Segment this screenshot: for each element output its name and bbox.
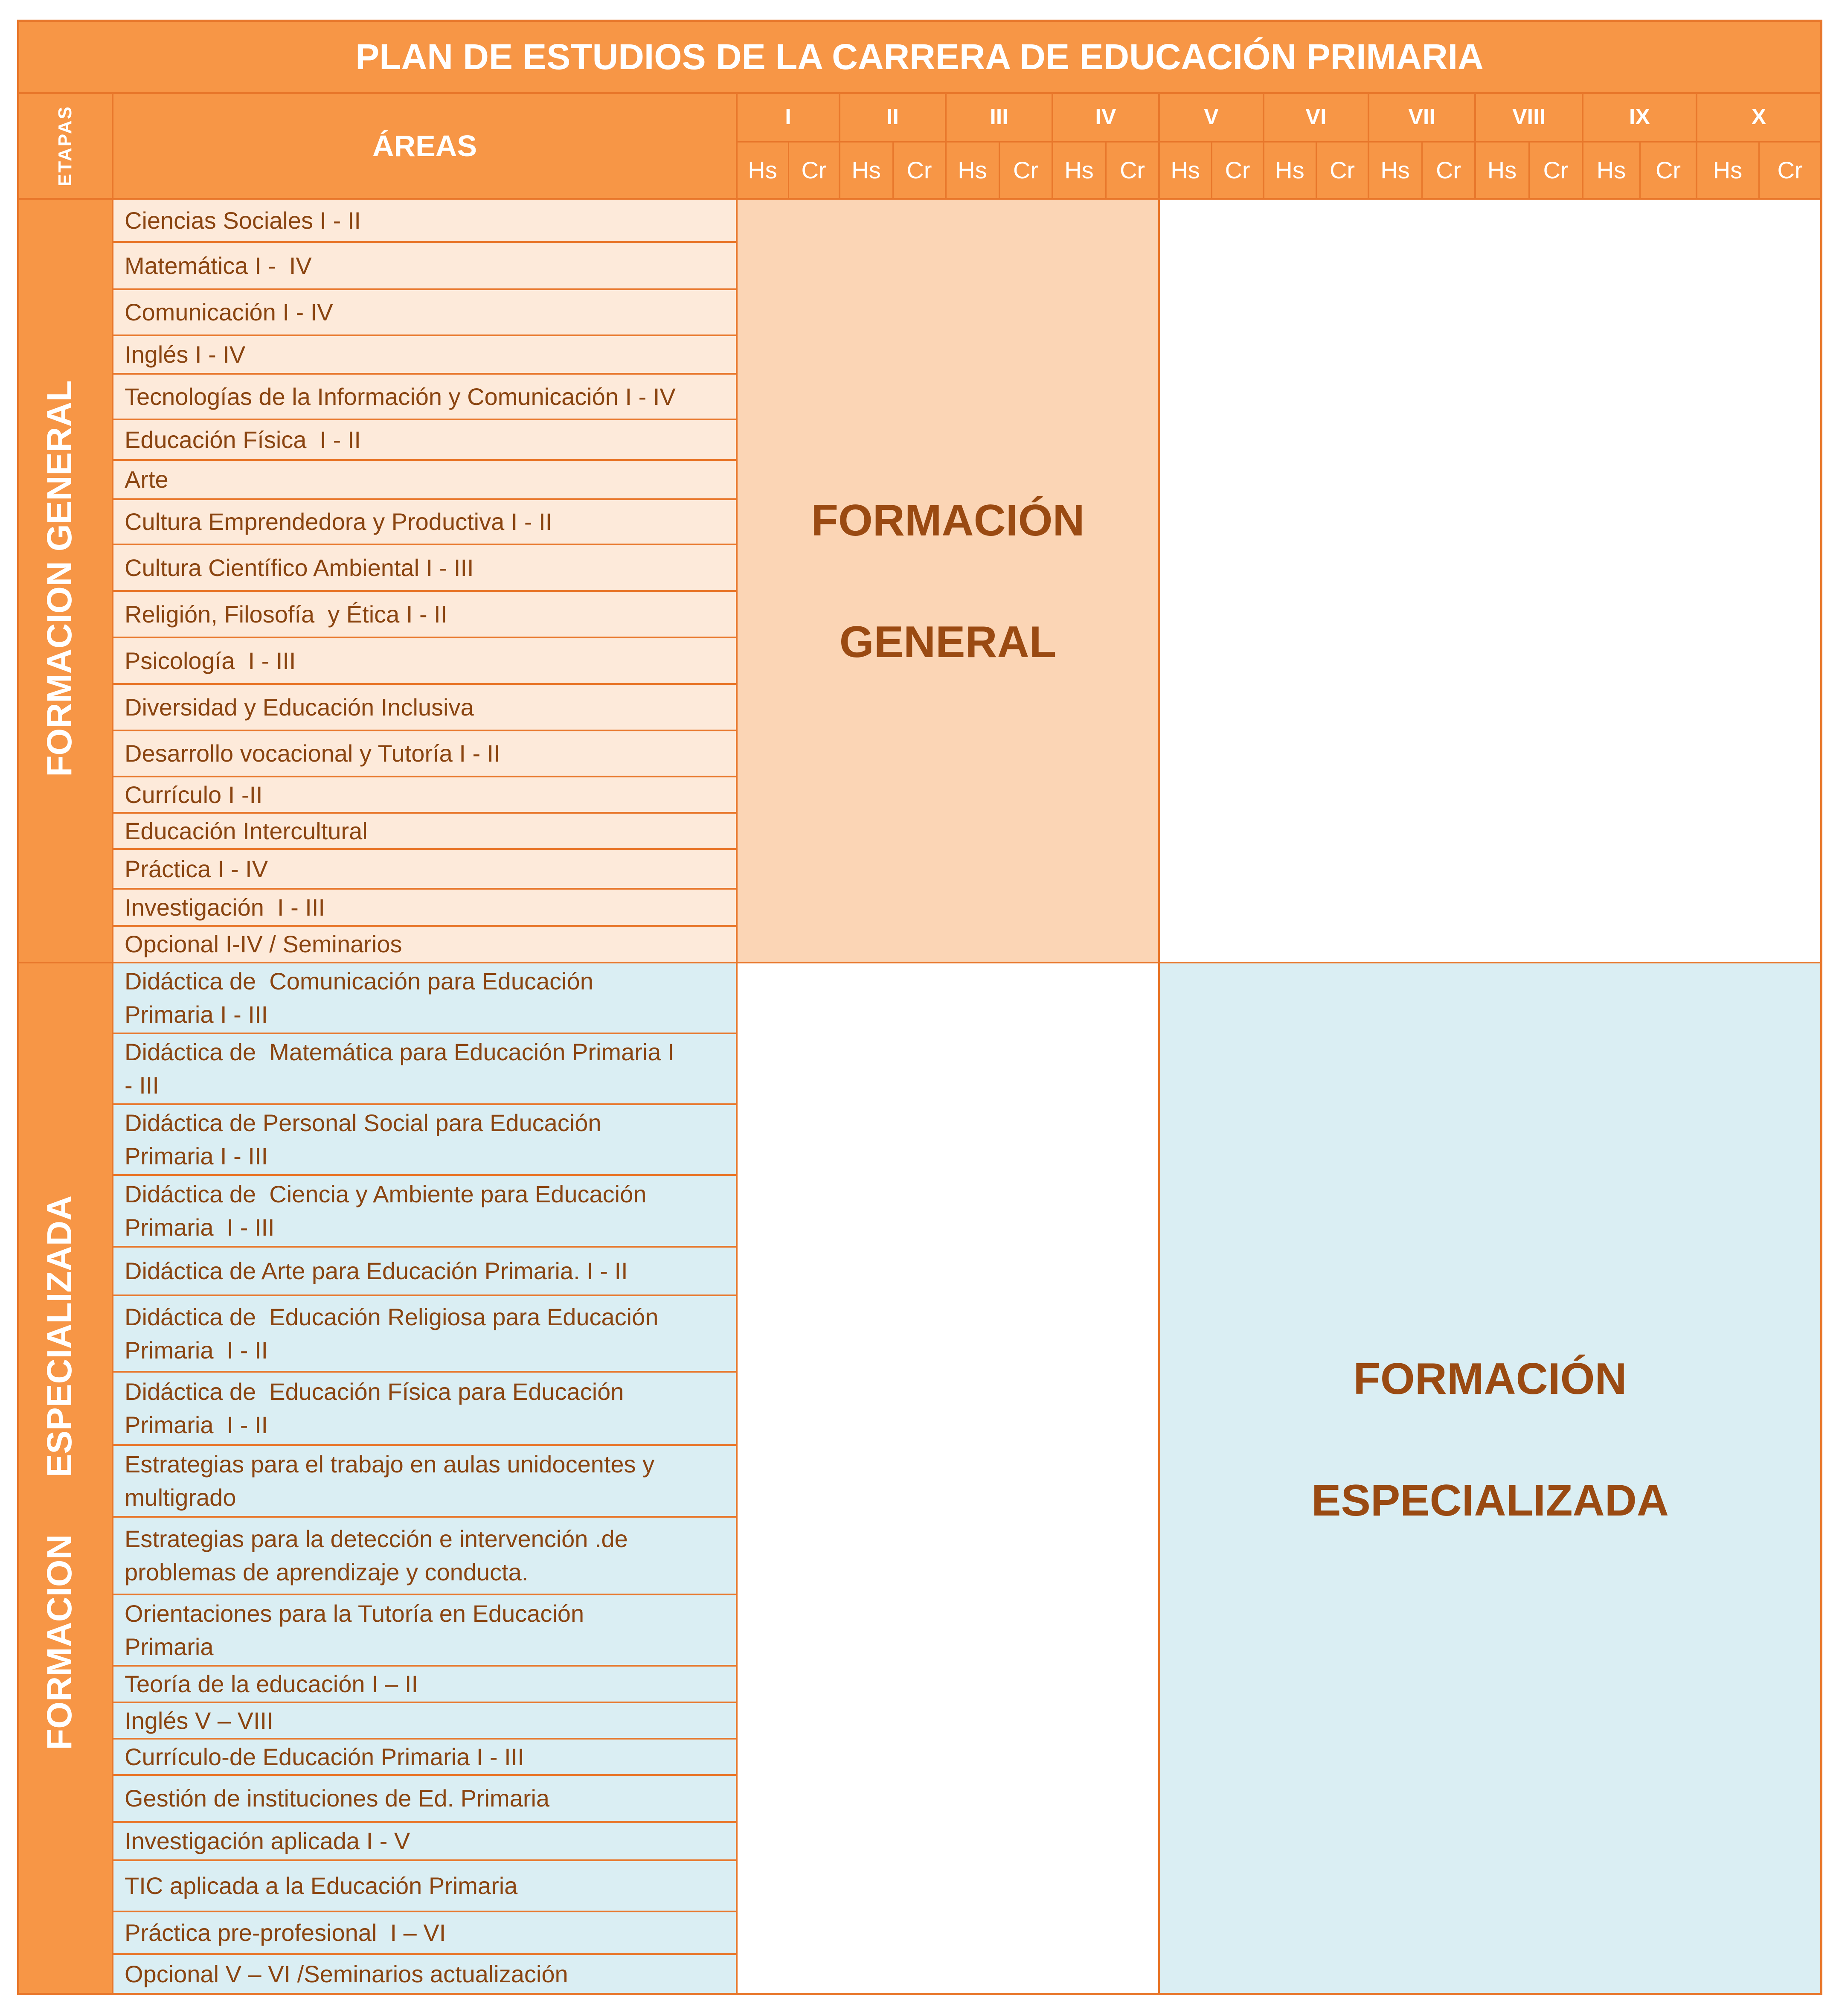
general-subject: Matemática I - IV xyxy=(125,252,312,279)
especializada-subject xyxy=(125,1033,674,1104)
especializada-subject-line: Estrategias para el trabajo en aulas unidocentes y xyxy=(125,1451,655,1478)
hs-header-2: Hs xyxy=(851,157,881,183)
hs-header-6: Hs xyxy=(1275,157,1304,183)
especializada-subject-line: multigrado xyxy=(125,1484,236,1511)
stage-label-especializada-2: ESPECIALIZADA xyxy=(40,1195,79,1478)
block-general-line-2: GENERAL xyxy=(839,617,1057,667)
especializada-subject xyxy=(125,1247,628,1295)
hs-header-8: Hs xyxy=(1487,157,1517,183)
cr-header-8: Cr xyxy=(1543,157,1569,183)
areas-divider xyxy=(736,92,738,1994)
especializada-subject xyxy=(125,1295,658,1372)
hs-header-5: Hs xyxy=(1171,157,1200,183)
general-subject: Inglés I - IV xyxy=(125,341,246,368)
block-especializada-line-2: ESPECIALIZADA xyxy=(1311,1476,1669,1525)
general-subject: Diversidad y Educación Inclusiva xyxy=(125,694,474,721)
especializada-subject-line: Estrategias para la detección e intervención .de xyxy=(125,1525,628,1552)
cr-header-1: Cr xyxy=(801,157,827,183)
especializada-subject xyxy=(125,1517,628,1594)
especializada-subject xyxy=(125,1860,517,1911)
especializada-subject-line: Opcional V – VI /Seminarios actualización xyxy=(125,1960,568,1987)
hs-header-9: Hs xyxy=(1596,157,1626,183)
general-subject: Cultura Científico Ambiental I - III xyxy=(125,554,474,581)
especializada-subject-line: Didáctica de Educación Física para Educación xyxy=(125,1378,624,1405)
especializada-subject-line: Didáctica de Arte para Educación Primaria. I - II xyxy=(125,1257,628,1284)
hs-header-4: Hs xyxy=(1064,157,1094,183)
general-subject: Currículo I -II xyxy=(125,781,263,808)
especializada-subject-line: Gestión de instituciones de Ed. Primaria xyxy=(125,1785,550,1812)
semester-header-2: II xyxy=(886,105,899,129)
semester-header-4: IV xyxy=(1095,105,1116,129)
especializada-subject-line: Didáctica de Matemática para Educación Primaria I xyxy=(125,1039,674,1065)
especializada-subject-line: Didáctica de Ciencia y Ambiente para Educación xyxy=(125,1181,647,1207)
general-subject: Religión, Filosofía y Ética I - II xyxy=(125,601,447,628)
especializada-subject-line: Primaria I - II xyxy=(125,1411,268,1438)
especializada-subject-line: Didáctica de Comunicación para Educación xyxy=(125,968,593,995)
stage-label-general: FORMACION GENERAL xyxy=(40,380,79,777)
especializada-subject xyxy=(125,1911,446,1954)
especializada-subject-line: - III xyxy=(125,1072,159,1099)
general-subject: Cultura Emprendedora y Productiva I - II xyxy=(125,508,552,535)
semester-header-8: VIII xyxy=(1512,105,1546,129)
especializada-subject xyxy=(125,1739,524,1775)
especializada-subject xyxy=(125,1954,568,1994)
block-especializada-line-1: FORMACIÓN xyxy=(1353,1354,1627,1404)
semester-header-3: III xyxy=(990,105,1008,129)
general-subject: Educación Física I - II xyxy=(125,426,361,453)
general-subject: Arte xyxy=(125,466,169,493)
general-subject: Educación Intercultural xyxy=(125,817,368,844)
general-subject: Investigación I - III xyxy=(125,894,325,921)
block-general xyxy=(737,199,1159,963)
block-divider xyxy=(1158,92,1160,1994)
general-subject: Desarrollo vocacional y Tutoría I - II xyxy=(125,740,500,767)
cr-header-7: Cr xyxy=(1435,157,1461,183)
semester-header-9: IX xyxy=(1629,105,1650,129)
general-subject: Opcional I-IV / Seminarios xyxy=(125,931,402,957)
especializada-subject xyxy=(125,1666,418,1702)
etapas-divider xyxy=(112,92,113,1994)
general-subject: Psicología I - III xyxy=(125,647,296,674)
hs-header-3: Hs xyxy=(958,157,987,183)
especializada-subject xyxy=(125,1372,624,1445)
especializada-subject xyxy=(125,963,593,1033)
general-subject: Comunicación I - IV xyxy=(125,299,333,326)
hs-header-10: Hs xyxy=(1713,157,1743,183)
especializada-subject-line: Primaria I - III xyxy=(125,1214,275,1241)
hs-header-7: Hs xyxy=(1380,157,1410,183)
cr-header-5: Cr xyxy=(1225,157,1250,183)
stage-column-especializada xyxy=(18,963,113,1994)
areas-header: ÁREAS xyxy=(372,129,477,163)
semester-header-5: V xyxy=(1204,105,1219,129)
border-left xyxy=(17,20,19,1995)
stage-label-especializada-1: FORMACION xyxy=(40,1534,79,1750)
especializada-subject-line: Orientaciones para la Tutoría en Educación xyxy=(125,1600,584,1627)
especializada-subject-line: problemas de aprendizaje y conducta. xyxy=(125,1559,529,1585)
especializada-subject xyxy=(125,1775,549,1822)
especializada-subject xyxy=(125,1822,410,1860)
especializada-subject-line: Didáctica de Educación Religiosa para Educación xyxy=(125,1303,659,1330)
general-subject: Práctica I - IV xyxy=(125,855,268,882)
block-general-line-1: FORMACIÓN xyxy=(811,496,1085,545)
cr-header-2: Cr xyxy=(906,157,932,183)
semester-header-7: VII xyxy=(1408,105,1435,129)
cr-header-4: Cr xyxy=(1119,157,1145,183)
especializada-subject-line: Primaria xyxy=(125,1633,214,1660)
especializada-subject xyxy=(125,1104,601,1175)
semester-header-6: VI xyxy=(1305,105,1327,129)
cr-header-9: Cr xyxy=(1655,157,1681,183)
especializada-subject xyxy=(125,1175,646,1247)
especializada-subject-line: Didáctica de Personal Social para Educación xyxy=(125,1109,601,1136)
especializada-subject-line: Teoría de la educación I – II xyxy=(125,1670,418,1697)
semester-header-1: I xyxy=(785,105,791,129)
semester-header-10: X xyxy=(1751,105,1766,129)
block-empty-top xyxy=(1159,199,1821,963)
page-title: PLAN DE ESTUDIOS DE LA CARRERA DE EDUCACIÓN PRIMARIA xyxy=(355,37,1484,77)
especializada-subject-line: TIC aplicada a la Educación Primaria xyxy=(125,1872,518,1899)
cr-header-10: Cr xyxy=(1777,157,1803,183)
especializada-subject-line: Currículo-de Educación Primaria I - III xyxy=(125,1743,524,1770)
especializada-subject-line: Inglés V – VIII xyxy=(125,1707,273,1734)
especializada-subject-line: Primaria I - II xyxy=(125,1336,268,1364)
cr-header-3: Cr xyxy=(1013,157,1039,183)
especializada-subject-line: Investigación aplicada I - V xyxy=(125,1827,410,1854)
general-subject: Tecnologías de la Información y Comunicación I - IV xyxy=(125,383,676,410)
border-right xyxy=(1820,20,1822,1995)
especializada-subject-line: Práctica pre-profesional I – VI xyxy=(125,1919,446,1946)
especializada-subject-line: Primaria I - III xyxy=(125,1001,268,1028)
hs-header-1: Hs xyxy=(748,157,777,183)
especializada-subject xyxy=(125,1594,584,1666)
block-empty-bottom xyxy=(737,963,1159,1994)
cr-header-6: Cr xyxy=(1329,157,1355,183)
especializada-subject xyxy=(125,1702,273,1739)
etapas-header: ETAPAS xyxy=(55,105,76,186)
general-subject: Ciencias Sociales I - II xyxy=(125,207,361,234)
especializada-subject xyxy=(125,1445,654,1517)
especializada-subject-line: Primaria I - III xyxy=(125,1143,268,1169)
